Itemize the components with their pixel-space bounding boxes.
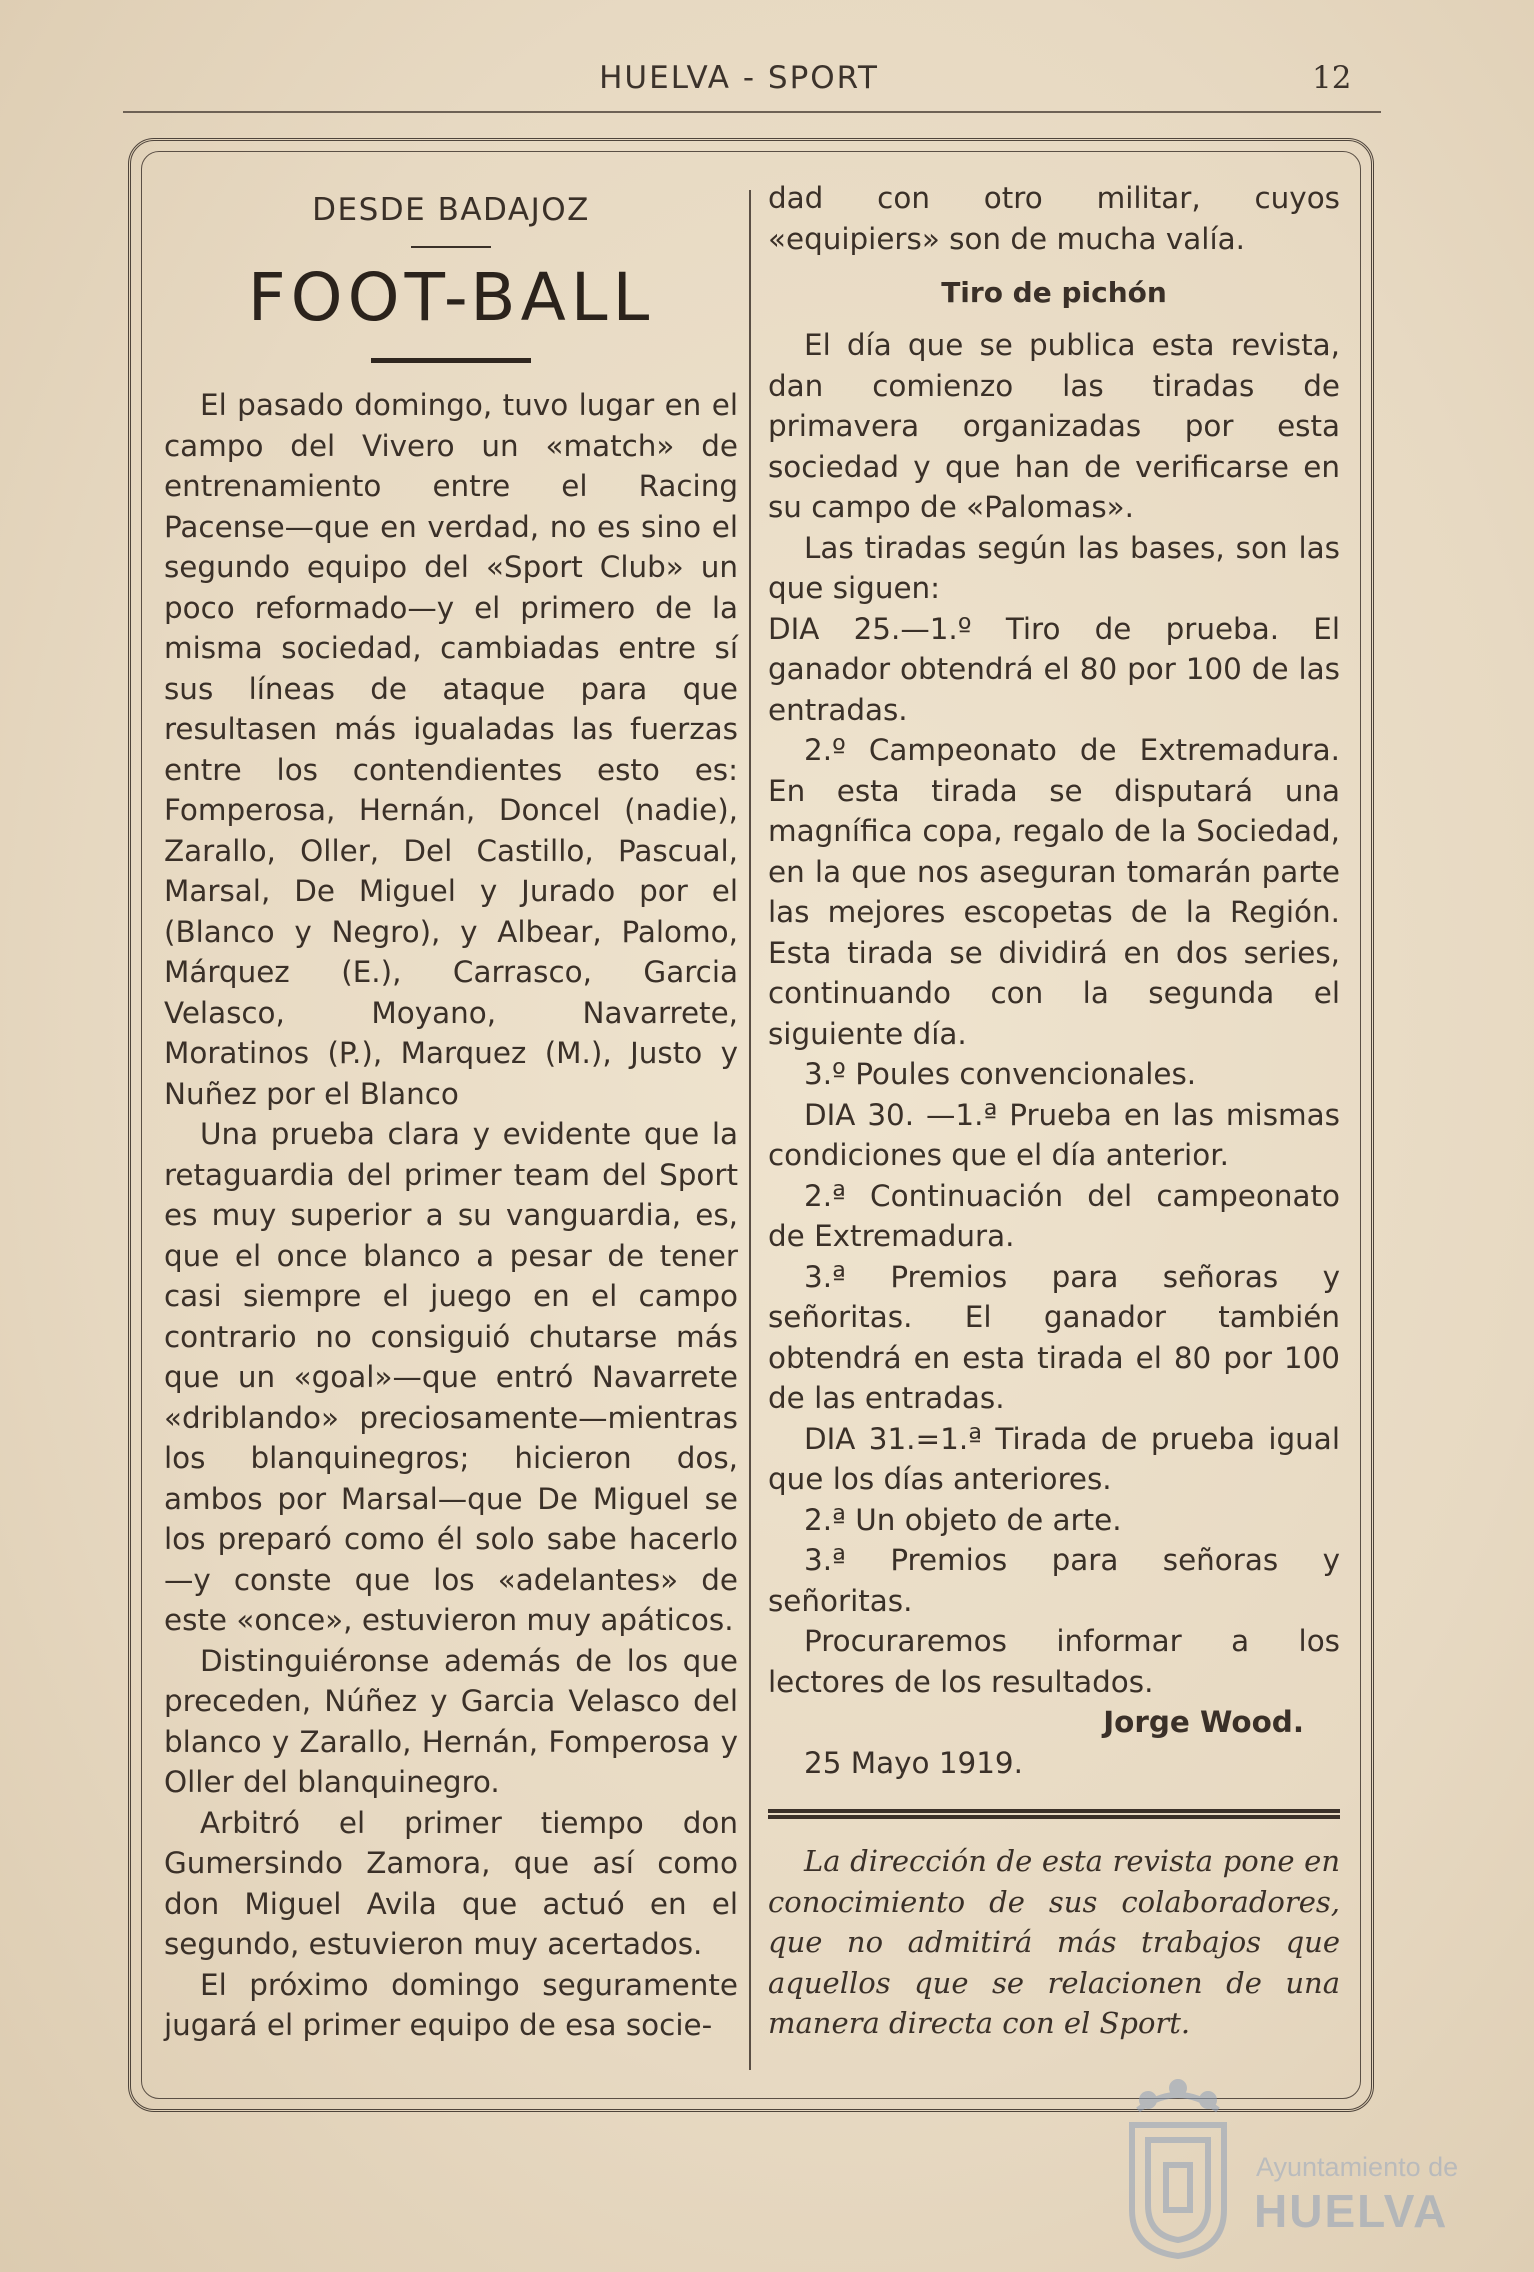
header-rule [123, 111, 1381, 113]
schedule-item: 3.º Poules convencionales. [804, 1057, 1197, 1091]
schedule-item: DIA 30. —1.ª Prueba en las mismas condiciones que el día anterior. [768, 1097, 1340, 1172]
page-number: 12 [1312, 60, 1352, 96]
article-date: 25 Mayo 1919. [804, 1745, 1023, 1780]
schedule-item: 3.ª Premios para señoras y señoritas. El ganador también obtendrá en esta tirada el 80 por 100 de las entradas. [768, 1259, 1340, 1415]
schedule-item: 2.ª Un objeto de arte. [804, 1502, 1122, 1537]
coat-of-arms-icon [1118, 2070, 1238, 2260]
editorial-notice: La dirección de esta revista pone en conocimiento de sus colaboradores, que no admitirá más trabajos que aquellos que se relacionen de una manera directa con el Sport. [768, 1844, 1340, 2040]
headline-rule [371, 358, 531, 363]
article-headline: FOOT-BALL [247, 259, 655, 336]
schedule-item: DIA 31.=1.ª Tirada de prueba igual que los días anteriores. [768, 1421, 1340, 1496]
schedule-item: 2.ª Continuación del campeonato de Extremadura. [768, 1178, 1340, 1253]
article-continuation: dad con otro militar, cuyos «equipiers» son de mucha valía. [768, 181, 1340, 256]
article-kicker: DESDE BADAJOZ [312, 192, 590, 228]
running-header-title: HUELVA - SPORT [599, 60, 879, 96]
kicker-rule [411, 246, 491, 248]
section-double-rule [768, 1809, 1340, 1819]
article-paragraph: El próximo domingo seguramente jugará el primer equipo de esa socie- [164, 1967, 738, 2042]
column-divider [749, 190, 751, 2070]
article-paragraph: El día que se publica esta revista, dan comienzo las tiradas de primavera organizadas por esta sociedad y que han de verificarse en su campo de «Palomas». [768, 328, 1340, 524]
archive-watermark [1118, 2070, 1498, 2270]
schedule-item: Procuraremos informar a los lectores de los resultados. [768, 1624, 1340, 1699]
watermark-line2: HUELVA [1254, 2185, 1449, 2237]
watermark-line1: Ayuntamiento de [1256, 2152, 1459, 2182]
schedule-item: 2.º Campeonato de Extremadura. En esta tirada se disputará una magnífica copa, regalo de la Sociedad, en la que nos aseguran tomarán parte las mejores escopetas de la Región. Esta tirada se dividirá en dos series, continuando con la segunda el siguiente día. [768, 733, 1340, 1051]
schedule-day: DIA 25.—1.º Tiro de prueba. El ganador obtendrá el 80 por 100 de las entradas. [768, 611, 1340, 727]
article-paragraph: Las tiradas según las bases, son las que siguen: [768, 530, 1340, 605]
article-paragraph: Una prueba clara y evidente que la retaguardia del primer team del Sport es muy superior a su vanguardia, es, que el once blanco a pesar de tener casi siempre el juego en el campo contrario no consiguió chutarse más que un «goal»—que entró Navarrete «driblando» preciosamente—mientras los blanquinegros; hicieron dos, ambos por Marsal—que De Miguel se los preparó como él solo sabe hacerlo—y conste que los «adelantes» de este «once», estuvieron muy apáticos. [164, 1117, 738, 1637]
article-paragraph: Distinguiéronse además de los que preceden, Núñez y Garcia Velasco del blanco y Zarallo, Hernán, Fomperosa y Oller del blanquinegro. [164, 1643, 738, 1799]
article-paragraph: El pasado domingo, tuvo lugar en el campo del Vivero un «match» de entrenamiento entre el Racing Pacense—que en verdad, no es sino el segundo equipo del «Sport Club» un poco reformado—y el primero de la misma sociedad, cambiadas entre sí sus líneas de ataque para que resultasen más igualadas las fuerzas entre los contendientes esto es: Fomperosa, Hernán, Doncel (nadie), Zarallo, Oller, Del Castillo, Pascual, Marsal, De Miguel y Jurado por el (Blanco y Negro), y Albear, Palomo, Márquez (E.), Carrasco, Garcia Velasco, Moyano, Navarrete, Moratinos (P.), Marquez (M.), Justo y Nuñez por el Blanco [164, 388, 738, 1111]
left-column [164, 178, 738, 2046]
section-subhead: Tiro de pichón [941, 276, 1167, 309]
author-signature: Jorge Wood. [1103, 1705, 1304, 1739]
article-paragraph: Arbitró el primer tiempo don Gumersindo Zamora, que así como don Miguel Avila que actuó en el segundo, estuvieron muy acertados. [164, 1805, 738, 1961]
right-column [768, 178, 1340, 2044]
schedule-item: 3.ª Premios para señoras y señoritas. [768, 1543, 1340, 1618]
